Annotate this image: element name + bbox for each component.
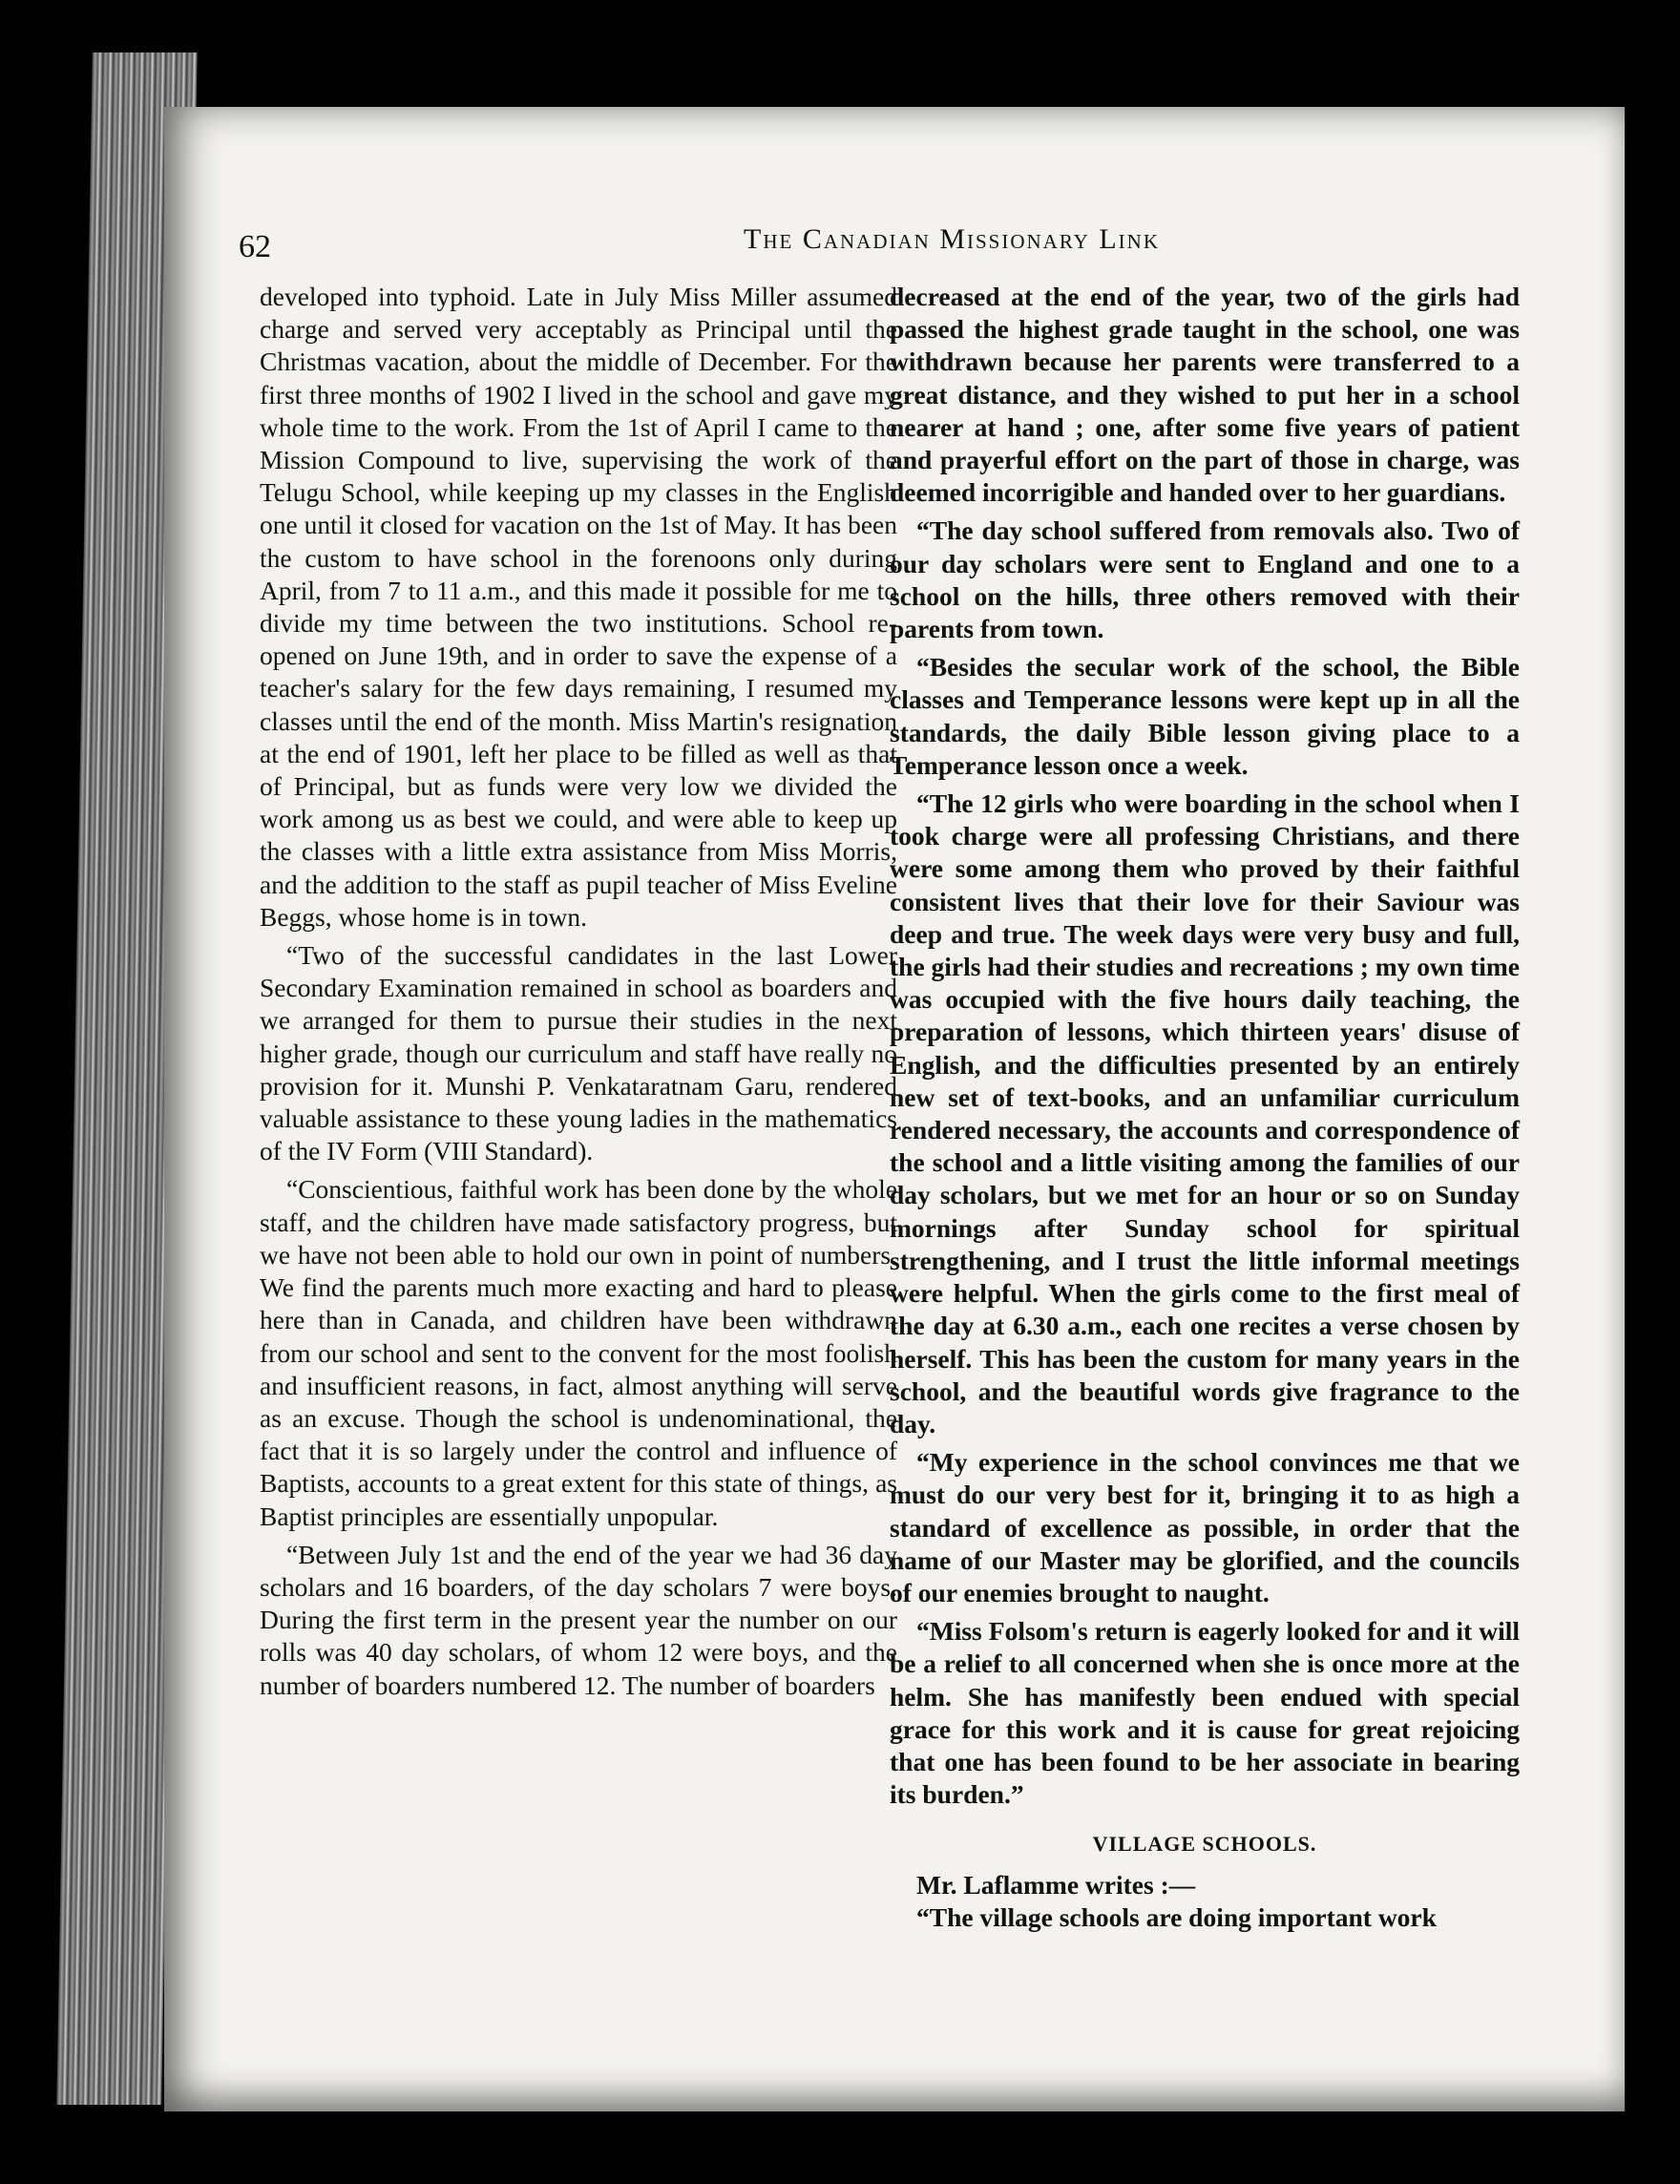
- page-number: 62: [239, 229, 271, 264]
- section-first-line: “The village schools are doing important work: [916, 1901, 1437, 1932]
- paragraph: “Miss Folsom's return is eagerly looked for and it will be a relief to all concerned when she is once more at the helm. She has manifestly been endued with special grace for this work and it is cause for great rejoicing that one has been found to be her associate in bearing its burden.”: [890, 1616, 1520, 1810]
- paragraph: “The day school suffered from removals also. Two of our day scholars were sent to England and one to a school on the hills, three others removed with their parents from town.: [890, 515, 1520, 644]
- paragraph: “Between July 1st and the end of the year we had 36 day scholars and 16 boarders, of the day scholars 7 were boys. During the first term in the present year the number on our rolls was 40 day scholars, of whom 12 were boys, and the number of boarders numbered 12. The number of boarders: [260, 1539, 897, 1700]
- running-title: The Canadian Missionary Link: [744, 223, 1160, 255]
- paragraph: “My experience in the school convinces me that we must do our very best for it, bringing it to as high a standard of excellence as possible, in order that the name of our Master may be glorified, and the councils of our enemies brought to naught.: [890, 1447, 1520, 1607]
- paragraph: “Two of the successful candidates in the last Lower Secondary Examination remained in school as boarders and we arranged for them to pursue their studies in the next higher grade, though our curriculum and staff have really no provision for it. Munshi P. Venkataratnam Garu, rendered valuable assistance to these young ladies in the mathematics of the IV Form (VIII Standard).: [260, 940, 897, 1166]
- right-column: [890, 281, 1520, 1934]
- section-heading: VILLAGE SCHOOLS.: [1092, 1832, 1317, 1857]
- paragraph: “Besides the secular work of the school, the Bible classes and Temperance lessons were kept up in all the standards, the daily Bible lesson giving place to a Temperance lesson once a week.: [890, 652, 1520, 780]
- paragraph: “The 12 girls who were boarding in the school when I took charge were all professing Christians, and there were some among them who proved by their faithful consistent lives that their love for their Saviour was deep and true. The week days were very busy and full, the girls had their studies and recreations ; my own time was occupied with the five hours daily teaching, the preparation of lessons, which thirteen years' disuse of English, and the difficulties presented by an entirely new set of text-books, and an unfamiliar curriculum rendered necessary, the accounts and correspondence of the school and a little visiting among the families of our day scholars, but we met for an hour or so on Sunday mornings after Sunday school for spiritual strengthening, and I trust the little informal meetings were helpful. When the girls come to the first meal of the day at 6.30 a.m., each one recites a verse chosen by herself. This has been the custom for many years in the school, and the beautiful words give fragrance to the day.: [890, 788, 1520, 1438]
- paragraph: developed into typhoid. Late in July Miss Miller assumed charge and served very acceptably as Principal until the Christmas vacation, about the middle of December. For the first three months of 1902 I lived in the school and gave my whole time to the work. From the 1st of April I came to the Mission Compound to live, supervising the work of the Telugu School, while keeping up my classes in the English one until it closed for vacation on the 1st of May. It has been the custom to have school in the forenoons only during April, from 7 to 11 a.m., and this made it possible for me to divide my time between the two institutions. School re-opened on June 19th, and in order to save the expense of a teacher's salary for the few days remaining, I resumed my classes until the end of the month. Miss Martin's resignation at the end of 1901, left her place to be filled as well as that of Principal, but as funds were very low we divided the work among us as best we could, and were able to keep up the classes with a little extra assistance from Miss Morris, and the addition to the staff as pupil teacher of Miss Eveline Beggs, whose home is in town.: [260, 282, 897, 932]
- left-column: [260, 281, 897, 1702]
- paragraph: decreased at the end of the year, two of the girls had passed the highest grade taught in the school, one was withdrawn because her parents were transferred to a great distance, and they wished to put her in a school nearer at hand ; one, after some five years of patient and prayerful effort on the part of those in charge, was deemed incorrigible and handed over to her guardians.: [890, 282, 1520, 508]
- book-page: [164, 107, 1625, 2111]
- section-intro: Mr. Laflamme writes :—: [916, 1869, 1196, 1900]
- paragraph: “Conscientious, faithful work has been done by the whole staff, and the children have made satisfactory progress, but we have not been able to hold our own in point of numbers. We find the parents much more exacting and hard to please here than in Canada, and children have been withdrawn from our school and sent to the convent for the most foolish and insufficient reasons, in fact, almost anything will serve as an excuse. Though the school is undenominational, the fact that it is so largely under the control and influence of Baptists, accounts to a great extent for this state of things, as Baptist principles are essentially unpopular.: [260, 1174, 897, 1531]
- scan-border: [1625, 0, 1680, 2184]
